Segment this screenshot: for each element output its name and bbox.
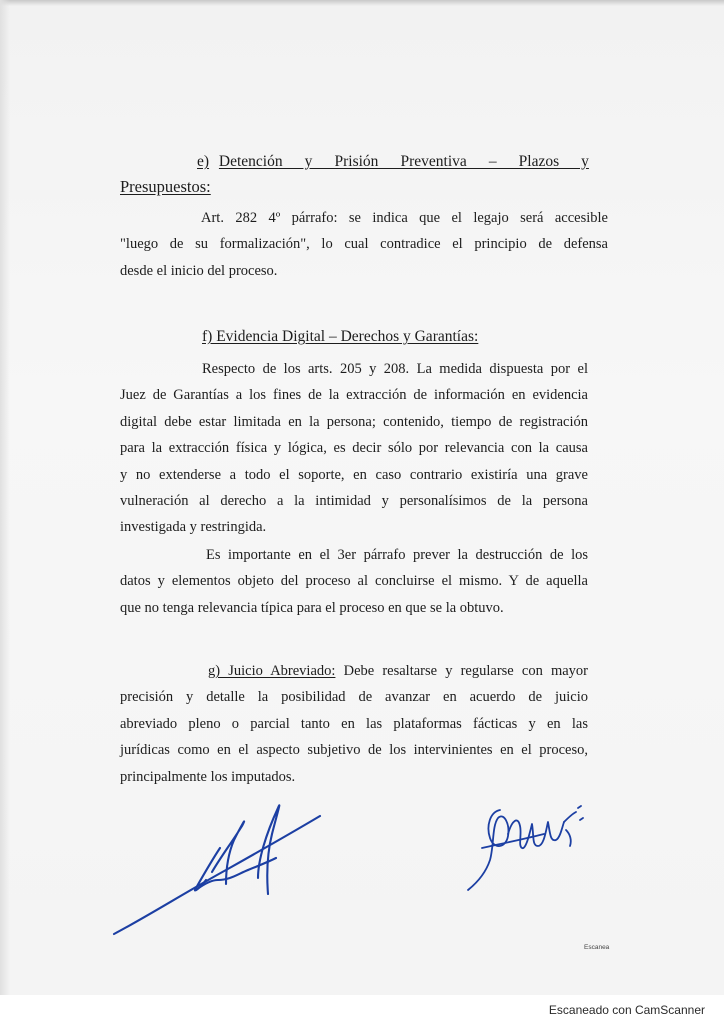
section-e-line: Art. 282 4º párrafo: se indica que el legajo será accesible [201,210,608,226]
section-e-line: "luego de su formalización", lo cual contradice el principio de defensa [120,236,608,253]
section-e-title: Detención y Prisión Preventiva – Plazos y [218,153,589,170]
section-g-heading: g) Juicio Abreviado: [208,663,336,679]
scanner-stamp: Escanea [584,944,610,951]
section-e-letter: e) [197,153,210,170]
section-g-line: abreviado pleno o parcial tanto en las plataformas fácticas y en las [120,715,588,732]
section-f-line: datos y elementos objeto del proceso al concluirse el mismo. Y de aquella [120,573,588,590]
section-e-line: desde el inicio del proceso. [120,262,278,279]
section-f-line: vulneración al derecho a la intimidad y personalísimos de la persona [120,492,588,509]
section-g-body [120,658,588,790]
section-g-first-line [120,658,588,684]
camscanner-footer: Escaneado con CamScanner [548,1003,705,1017]
scan-shadow-left [0,0,10,995]
left-signature [108,788,338,948]
section-f-line: y no extenderse a todo el soporte, en caso contrario existiría una grave [120,466,588,483]
section-e-heading-cont: Presupuestos: [120,177,211,196]
section-e-body [120,205,608,284]
section-g-line: precisión y detalle la posibilidad de avanzar en acuerdo de juicio [120,689,588,706]
section-e-heading [197,152,589,172]
section-f-line: que no tenga relevancia típica para el proceso en que se la obtuvo. [120,599,504,616]
section-f-line: para la extracción física y lógica, es decir sólo por relevancia con la causa [120,440,588,457]
section-f-line: Juez de Garantías a los fines de la extracción de información en evidencia [120,387,588,404]
section-f-line: digital debe estar limitada en la persona; contenido, tiempo de registración [120,413,588,430]
section-f-paragraph-1 [120,356,588,541]
section-f-line: investigada y restringida. [120,519,267,536]
section-g-first-line-text: Debe resaltarse y regularse con mayor [343,663,589,679]
scan-shadow-top [0,0,724,6]
section-f-line: Es importante en el 3er párrafo prever la destrucción de los [206,547,588,563]
footer-bar [0,995,724,1024]
section-f-paragraph-2 [120,542,588,621]
section-g-line: principalmente los imputados. [120,768,296,785]
section-f-heading: f) Evidencia Digital – Derechos y Garantías: [202,328,479,345]
section-g-line: jurídicas como en el aspecto subjetivo de los intervinientes en el proceso, [120,742,588,759]
section-f-line: Respecto de los arts. 205 y 208. La medida dispuesta por el [202,361,588,377]
right-signature [460,790,600,900]
